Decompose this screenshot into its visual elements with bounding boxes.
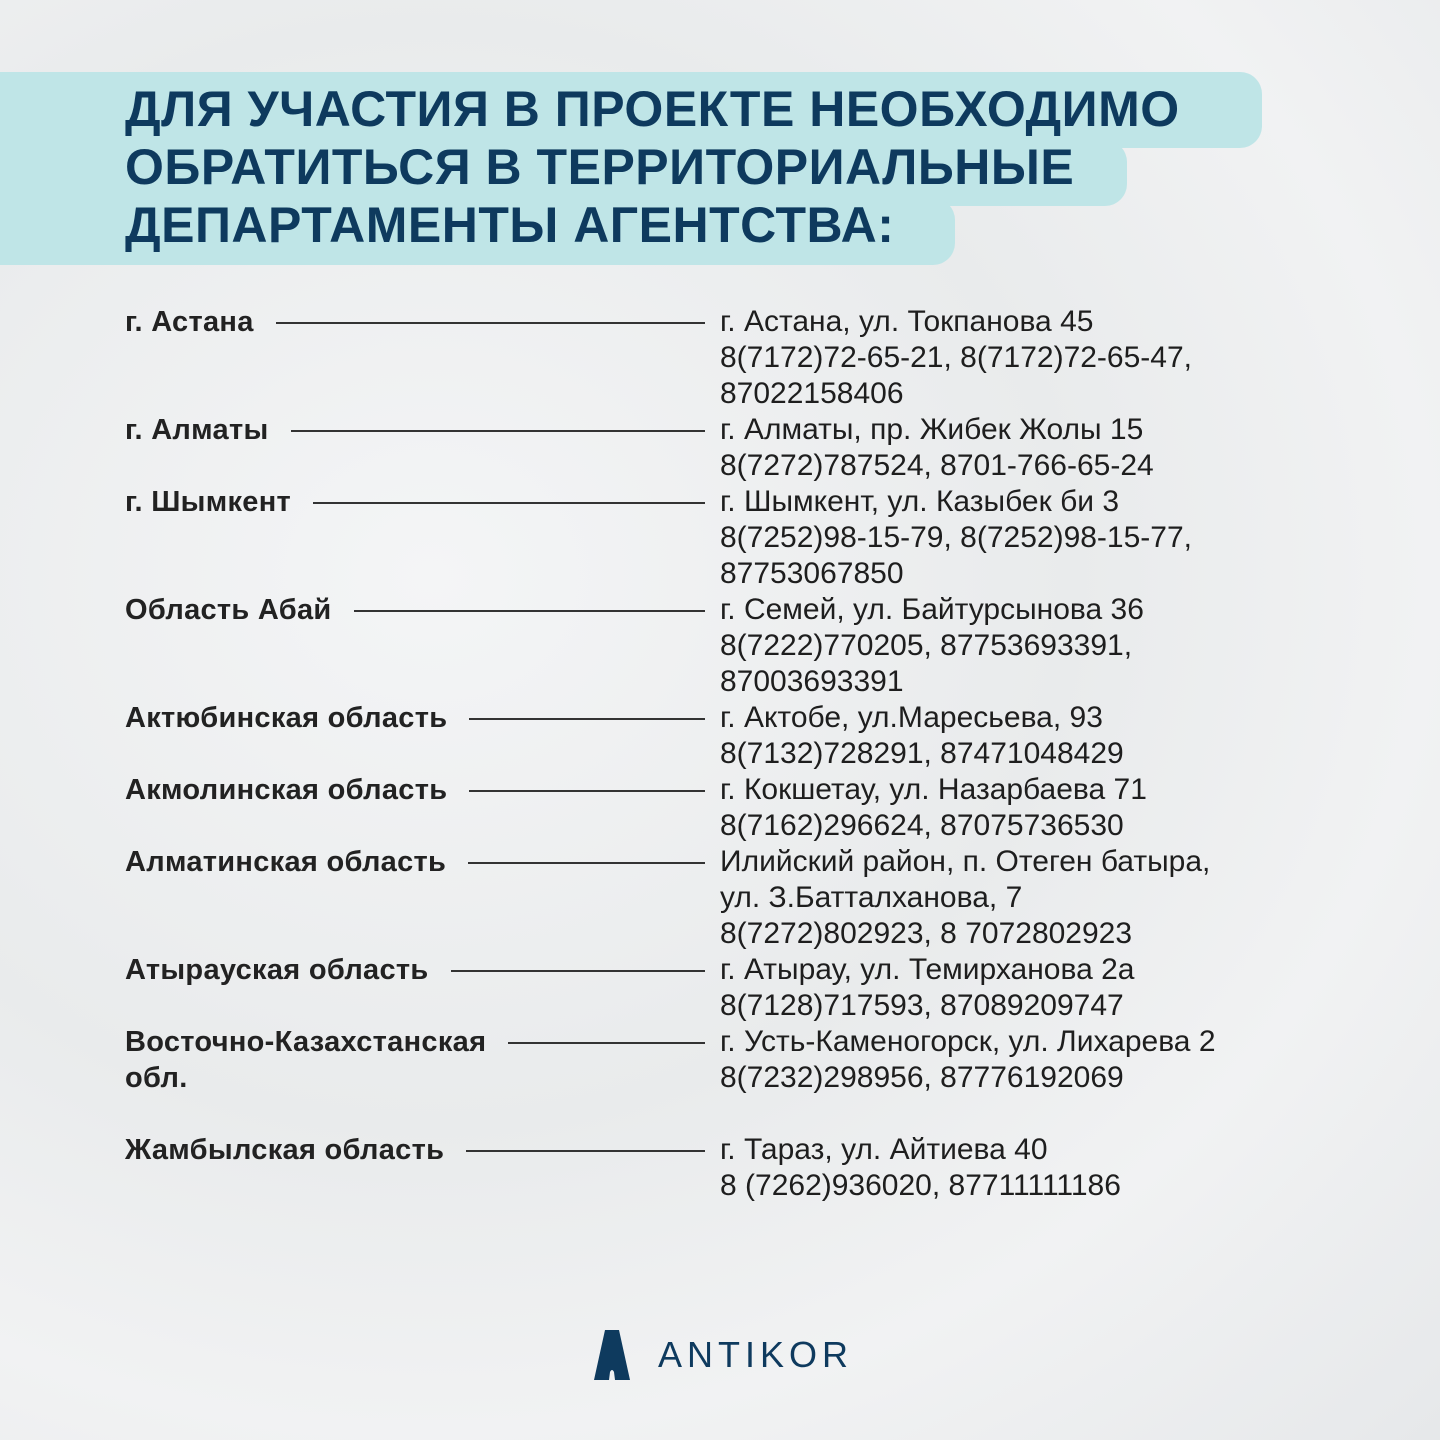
department-row <box>125 772 1425 844</box>
region-label <box>125 772 447 808</box>
region-name: Акмолинская область <box>125 774 448 806</box>
contact-line: г. Тараз, ул. Айтиева 40 <box>720 1133 1048 1166</box>
connector-line <box>313 502 705 504</box>
title-line: ОБРАТИТЬСЯ В ТЕРРИТОРИАЛЬНЫЕ <box>125 139 1075 195</box>
title-line: ДЕПАРТАМЕНТЫ АГЕНТСТВА: <box>125 197 895 253</box>
contact-line: 8(7132)728291, 87471048429 <box>720 737 1124 770</box>
region-name: г. Шымкент <box>125 486 292 518</box>
contact-info <box>720 412 1154 484</box>
region-label <box>125 484 291 520</box>
contact-line: 8(7162)296624, 87075736530 <box>720 809 1124 842</box>
contact-line: г. Семей, ул. Байтурсынова 36 <box>720 593 1144 626</box>
contact-line: г. Астана, ул. Токпанова 45 <box>720 305 1094 338</box>
title-line: ДЛЯ УЧАСТИЯ В ПРОЕКТЕ НЕОБХОДИМО <box>125 81 1180 137</box>
region-label <box>125 1132 444 1168</box>
contact-line: Илийский район, п. Отеген батыра, <box>720 845 1211 878</box>
contact-line: 8(7222)770205, 87753693391, <box>720 629 1133 662</box>
contact-line: г. Шымкент, ул. Казыбек би 3 <box>720 485 1120 518</box>
connector-line <box>276 322 705 324</box>
contact-info <box>720 304 1192 412</box>
contact-info <box>720 1132 1121 1204</box>
region-label <box>125 412 269 448</box>
contact-info <box>720 700 1124 772</box>
region-name: Восточно-Казахстанская <box>125 1026 487 1058</box>
contact-line: 8 (7262)936020, 87711111186 <box>720 1169 1121 1202</box>
department-row <box>125 700 1425 772</box>
contact-info <box>720 484 1192 592</box>
contact-line: г. Актобе, ул.Маресьева, 93 <box>720 701 1103 734</box>
region-name: Область Абай <box>125 594 332 626</box>
contact-line: 8(7252)98-15-79, 8(7252)98-15-77, <box>720 521 1192 554</box>
department-row <box>125 592 1425 700</box>
region-name: Атырауская область <box>125 954 429 986</box>
region-label <box>125 952 429 988</box>
contact-info <box>720 772 1147 844</box>
region-name-cont: обл. <box>125 1062 188 1094</box>
contact-line: 8(7232)298956, 87776192069 <box>720 1061 1124 1094</box>
contact-info <box>720 592 1144 700</box>
region-name: Алматинская область <box>125 846 447 878</box>
contact-info <box>720 844 1210 952</box>
region-name: г. Астана <box>125 306 254 338</box>
connector-line <box>468 862 705 864</box>
region-label <box>125 700 447 736</box>
logo-text: ANTIKOR <box>658 1334 854 1375</box>
contact-line: г. Алматы, пр. Жибек Жолы 15 <box>720 413 1144 446</box>
department-row <box>125 304 1425 412</box>
contact-line: 87022158406 <box>720 377 904 410</box>
connector-line <box>451 970 705 972</box>
antikor-a-icon <box>594 1330 630 1380</box>
region-label <box>125 1024 486 1096</box>
contact-line: 87003693391 <box>720 665 904 698</box>
department-row <box>125 412 1425 484</box>
contact-line: 8(7128)717593, 87089209747 <box>720 989 1124 1022</box>
connector-line <box>508 1042 705 1044</box>
contact-info <box>720 1024 1216 1096</box>
connector-line <box>469 718 705 720</box>
contact-line: 87753067850 <box>720 557 904 590</box>
department-row <box>125 1024 1425 1096</box>
region-label <box>125 304 254 340</box>
antikor-logo <box>594 1330 853 1380</box>
region-name: Актюбинская область <box>125 702 448 734</box>
connector-line <box>354 610 705 612</box>
region-name: Жамбылская область <box>125 1134 445 1166</box>
region-label <box>125 844 446 880</box>
region-label <box>125 592 332 628</box>
contact-line: г. Атырау, ул. Темирханова 2а <box>720 953 1135 986</box>
department-row <box>125 484 1425 592</box>
connector-line <box>466 1150 705 1152</box>
contact-info <box>720 952 1134 1024</box>
department-row <box>125 952 1425 1024</box>
region-name: г. Алматы <box>125 414 269 446</box>
contact-line: 8(7272)802923, 8 7072802923 <box>720 917 1133 950</box>
contact-line: г. Кокшетау, ул. Назарбаева 71 <box>720 773 1147 806</box>
connector-line <box>469 790 705 792</box>
department-row <box>125 1132 1425 1204</box>
department-row <box>125 844 1425 952</box>
connector-line <box>291 430 705 432</box>
contact-line: 8(7172)72-65-21, 8(7172)72-65-47, <box>720 341 1192 374</box>
page-title <box>125 80 1180 254</box>
contact-line: г. Усть-Каменогорск, ул. Лихарева 2 <box>720 1025 1216 1058</box>
contact-line: ул. З.Батталханова, 7 <box>720 881 1023 914</box>
contact-line: 8(7272)787524, 8701-766-65-24 <box>720 449 1154 482</box>
